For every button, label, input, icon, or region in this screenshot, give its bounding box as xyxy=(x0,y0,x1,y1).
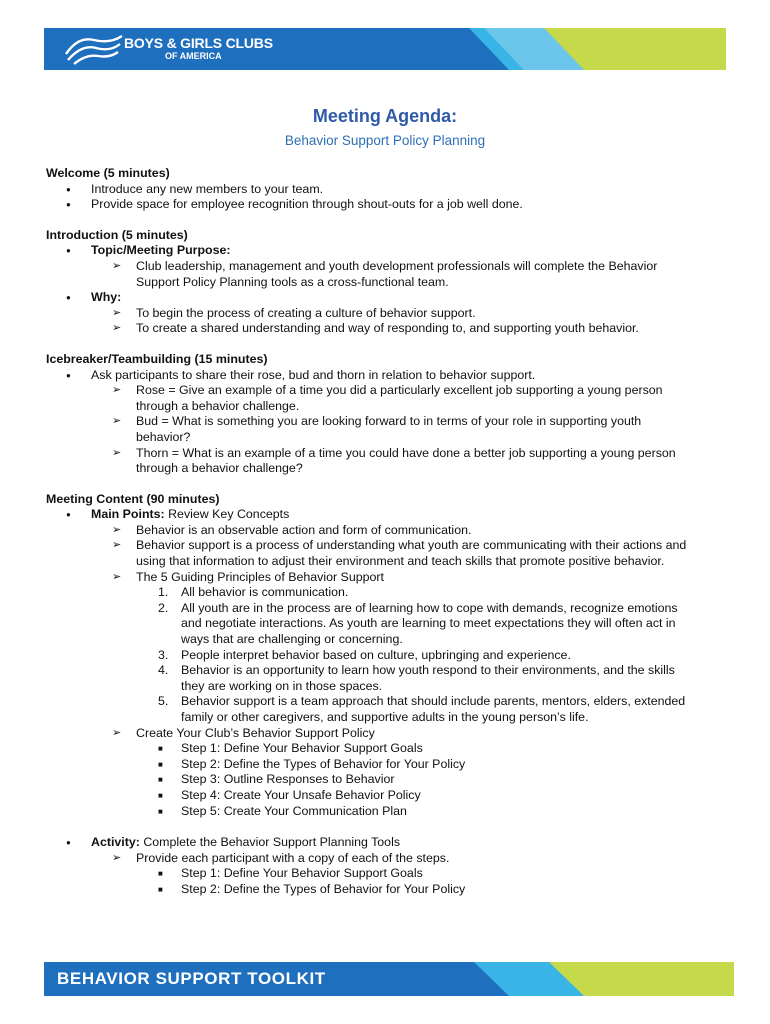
list-item: ➢ Behavior is an observable action and form of communication. xyxy=(46,523,726,539)
content-heading: Meeting Content (90 minutes) xyxy=(46,491,220,506)
bud-item xyxy=(46,414,726,445)
rose-item xyxy=(46,383,726,414)
line-text: Club leadership, management and youth development professionals will complete the Behavior xyxy=(136,258,658,273)
topic-label: ● Topic/Meeting Purpose: xyxy=(46,243,726,259)
line-text: and negotiate interactions. As youth are learning to meet expectations they will often act in xyxy=(181,616,676,631)
list-item: ➢ To create a shared understanding and way of responding to, and supporting youth behavior. xyxy=(46,321,726,337)
principle-item xyxy=(46,601,726,648)
step-item: ■ Step 3: Outline Responses to Behavior xyxy=(46,772,726,788)
line-text: All youth are in the process are of learning how to cope with demands, recognize emotions xyxy=(181,600,678,615)
principle-number: 3. xyxy=(158,647,169,662)
logo-text-secondary: OF AMERICA xyxy=(165,51,222,61)
activity-label: Activity: xyxy=(91,835,140,850)
line-text: Bud = What is something you are looking forward to in terms of your role in supporting youth xyxy=(136,414,642,429)
line-text: Thorn = What is an example of a time you could have done a better job supporting a young person xyxy=(136,445,676,460)
line-text: behavior? xyxy=(136,429,191,444)
list-item: ➢ The 5 Guiding Principles of Behavior Support xyxy=(46,570,726,586)
step-item: ■ Step 4: Create Your Unsafe Behavior Policy xyxy=(46,788,726,804)
page-title: Meeting Agenda: xyxy=(312,106,458,126)
agenda-body xyxy=(46,166,726,898)
principle-number: 2. xyxy=(158,600,169,615)
list-item xyxy=(46,259,726,290)
principle-number: 1. xyxy=(158,585,169,600)
footer-title: BEHAVIOR SUPPORT TOOLKIT xyxy=(57,969,326,988)
principle-item xyxy=(46,663,726,694)
line-text: Behavior support is a process of understanding what youth are communicating with their actions and xyxy=(136,538,687,553)
activity-text: Complete the Behavior Support Planning Tools xyxy=(139,835,401,850)
line-text: People interpret behavior based on culture, upbringing and experience. xyxy=(181,647,571,662)
step-item: ■ Step 2: Define the Types of Behavior for Your Policy xyxy=(46,757,726,773)
line-text: through a behavior challenge? xyxy=(136,461,303,476)
line-text: Support Policy Planning tools as a cross-functional team. xyxy=(136,274,449,289)
step-item: ■ Step 1: Define Your Behavior Support Goals xyxy=(46,741,726,757)
line-text: using that information to adjust their environment and teach skills that promote positive behavior. xyxy=(136,554,665,569)
principle-item xyxy=(46,648,726,664)
spacer xyxy=(46,819,726,835)
line-text: All behavior is communication. xyxy=(181,585,349,600)
principle-item xyxy=(46,694,726,725)
logo-text-primary: BOYS & GIRLS CLUBS xyxy=(124,35,273,51)
icebreaker-heading: Icebreaker/Teambuilding (15 minutes) xyxy=(46,351,268,366)
principle-number: 5. xyxy=(158,694,169,709)
list-item: ● Provide space for employee recognition through shout-outs for a job well done. xyxy=(46,197,726,213)
step-item: ■ Step 2: Define the Types of Behavior for Your Policy xyxy=(46,882,726,898)
step-item: ■ Step 1: Define Your Behavior Support Goals xyxy=(46,866,726,882)
main-points-label: Main Points: xyxy=(91,507,165,522)
main-points-item xyxy=(46,507,726,523)
page-subtitle: Behavior Support Policy Planning xyxy=(284,133,486,148)
line-text: through a behavior challenge. xyxy=(136,398,300,413)
list-item: ➢ To begin the process of creating a culture of behavior support. xyxy=(46,306,726,322)
line-text: family or other caregivers, and supportive adults in the young person’s life. xyxy=(181,710,589,724)
activity-item xyxy=(46,835,726,851)
introduction-heading: Introduction (5 minutes) xyxy=(46,227,188,242)
list-item xyxy=(46,538,726,569)
principle-number: 4. xyxy=(158,663,169,678)
list-item: ● Ask participants to share their rose, bud and thorn in relation to behavior support. xyxy=(46,368,726,384)
step-item: ■ Step 5: Create Your Communication Plan xyxy=(46,804,726,820)
line-text: they are working on in those spaces. xyxy=(181,678,383,693)
line-text: Behavior is an opportunity to learn how youth respond to their environments, and the skills xyxy=(181,663,675,678)
principle-item xyxy=(46,585,726,601)
list-item: ➢ Provide each participant with a copy of each of the steps. xyxy=(46,851,726,867)
why-label: ● Why: xyxy=(46,290,726,306)
line-text: Behavior support is a team approach that should include parents, mentors, elders, extended xyxy=(181,694,686,709)
thorn-item xyxy=(46,446,726,477)
line-text: Rose = Give an example of a time you did a particularly excellent job supporting a young person xyxy=(136,383,663,398)
main-points-text: Review Key Concepts xyxy=(164,507,290,522)
list-item: ➢ Create Your Club’s Behavior Support Policy xyxy=(46,726,726,742)
list-item: ● Introduce any new members to your team. xyxy=(46,182,726,198)
welcome-heading: Welcome (5 minutes) xyxy=(46,166,170,180)
line-text: ways that are challenging or concerning. xyxy=(181,632,403,647)
